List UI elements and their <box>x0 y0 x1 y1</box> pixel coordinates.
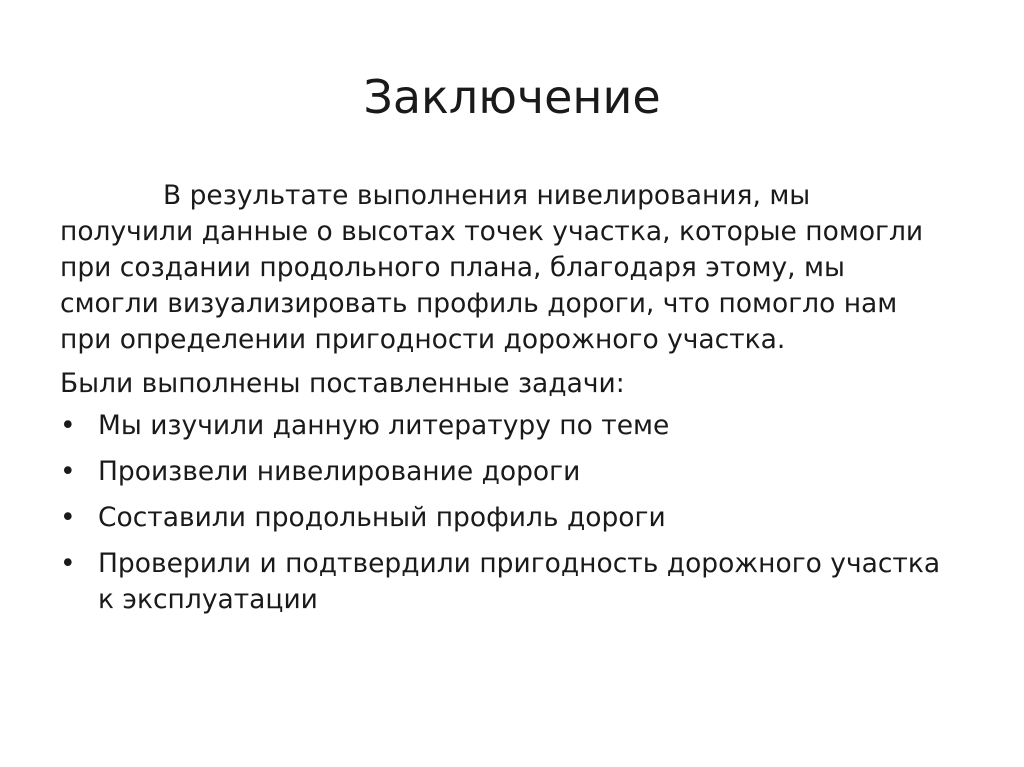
list-item-text: Проверили и подтвердили пригодность дорожного участка к эксплуатации <box>98 548 941 615</box>
list-item-text: Произвели нивелирование дороги <box>98 456 581 487</box>
bullet-icon: • <box>60 502 76 533</box>
bullet-icon: • <box>60 456 76 487</box>
list-item-text: Мы изучили данную литературу по теме <box>98 410 670 441</box>
list-item <box>60 500 950 536</box>
list-item <box>60 408 950 444</box>
slide-body <box>60 178 950 628</box>
list-item <box>60 454 950 490</box>
list-item-text: Составили продольный профиль дороги <box>98 502 666 533</box>
bullet-icon: • <box>60 410 76 441</box>
tasks-heading: Были выполнены поставленные задачи: <box>60 368 625 399</box>
task-list <box>60 408 950 618</box>
slide-title: Заключение <box>363 70 661 124</box>
list-item <box>60 546 950 618</box>
conclusion-paragraph: В результате выполнения нивелирования, мы получили данные о высотах точек участка, которые помогли при создании продольного плана, благодаря этому, мы смогли визуализировать профиль дороги, что помогло нам при определении пригодности дорожного участка. <box>60 180 924 355</box>
bullet-icon: • <box>60 548 76 579</box>
